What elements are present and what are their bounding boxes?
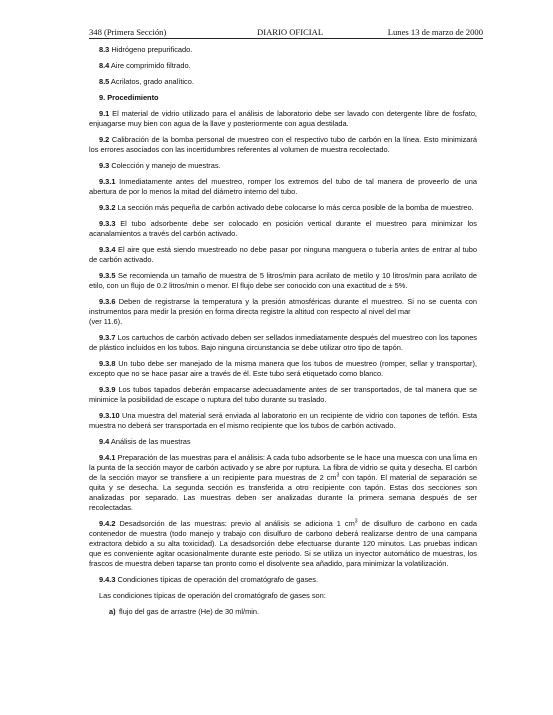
paragraph-text-cont: de disulfuro de carbono en cada contenedor de muestra (todo manejo y trabajo con disulfuro de carbono deberá realizarse dentro de una campana extractora debido a su alta toxicidad). La desadsorción debe efectuarse durante 120 minutos. Las pruebas indican que es conveniente agitar ocasionalmente durante este periodo. Si se utiliza un inyector automático de muestras, los frascos de muestra deben taparse tan pronto como el disolvente sea añadido, para minimizar la volatilización.: [89, 519, 477, 568]
paragraph: [89, 271, 477, 291]
header-date: Lunes 13 de marzo de 2000: [387, 27, 483, 37]
paragraph-text: Análisis de las muestras: [109, 437, 191, 446]
paragraph-tail: (ver 11.6).: [89, 317, 123, 326]
paragraph-number: a): [109, 607, 116, 616]
paragraph: [89, 245, 477, 265]
heading-text: 9. Procedimiento: [99, 93, 159, 102]
paragraph-number: 9.4.3: [99, 575, 116, 584]
page-header: [89, 24, 483, 38]
paragraph-text: Calibración de la bomba personal de muestreo con el respectivo tubo de carbón en la línea. Esto minimizará los errores asociados con las incertidumbres referentes al volumen de muestra recolectado.: [89, 135, 477, 154]
paragraph-number: 8.4: [99, 61, 110, 70]
paragraph: [89, 575, 477, 585]
paragraph-text-cont: con tapón. El material de separación se quita y se desecha. La segunda sección es transferida a otro recipiente con tapón. Estas dos secciones son analizadas por separado. Las muestras deben ser analizadas durante la primera semana después de ser recolectadas.: [89, 473, 477, 512]
paragraph-text: Una muestra del material será enviada al laboratorio en un recipiente de vidrio con tapones de teflón. Esta muestra no deberá ser transportada en el mismo recipiente que los tubos de carbón activado.: [89, 411, 477, 430]
paragraph-text: Deben de registrarse la temperatura y la presión atmosféricas durante el muestreo. Si no se cuenta con instrumentos para medir la presión en forma directa registre la altitud con respecto al nivel del mar: [89, 297, 477, 316]
paragraph-number: 8.5: [99, 77, 110, 86]
paragraph: [89, 607, 477, 617]
paragraph-text: Los tubos tapados deberán empacarse adecuadamente antes de ser transportados, de tal manera que se minimice la posibilidad de escape o ruptura del tubo durante su traslado.: [89, 385, 477, 404]
paragraph: [89, 109, 477, 129]
paragraph-number: 9.3.4: [99, 245, 116, 254]
paragraph: [89, 591, 477, 601]
paragraph-number: 9.3.9: [99, 385, 116, 394]
paragraph-text: Condiciones típicas de operación del cromatógrafo de gases.: [115, 575, 318, 584]
paragraph-text: El aire que está siendo muestreado no debe pasar por ninguna manguera o tubería antes de entrar al tubo de carbón activado.: [89, 245, 477, 264]
paragraph-number: 9.3.10: [99, 411, 120, 420]
paragraph-number: 9.1: [99, 109, 110, 118]
paragraph: [89, 61, 477, 71]
superscript: 3: [354, 518, 358, 525]
paragraph: [89, 45, 477, 55]
paragraph-text: Los cartuchos de carbón activado deben ser sellados inmediatamente después del muestreo con los tapones de plástico incluidos en los tubos. Bajo ninguna circunstancia se debe utilizar otro tipo de tapón.: [89, 333, 477, 352]
paragraph: [89, 437, 477, 447]
paragraph-number: 9.3.3: [99, 219, 116, 228]
paragraph: [89, 177, 477, 197]
paragraph-text: Desadsorción de las muestras: previo al análisis se adiciona 1 cm: [115, 519, 355, 528]
paragraph: [89, 519, 477, 569]
paragraph-number: 8.3: [99, 45, 110, 54]
paragraph-number: 9.4.2: [99, 519, 116, 528]
section-heading: [89, 93, 477, 103]
document-body: [89, 45, 477, 617]
paragraph-number: 9.2: [99, 135, 110, 144]
paragraph-number: 9.4.1: [99, 453, 116, 462]
paragraph-number: 9.3.7: [99, 333, 116, 342]
paragraph-number: 9.4: [99, 437, 110, 446]
paragraph: [89, 359, 477, 379]
paragraph-text: Preparación de las muestras para el análisis: A cada tubo adsorbente se le hace una muesca con una lima en la punta de la sección mayor de carbón activado y se abre por ruptura. La fibra de vidrio se quita y desecha. El carbón de la sección mayor se transfiere a un recipiente para muestras de 2 cm: [89, 453, 477, 482]
superscript: 3: [336, 472, 340, 479]
paragraph-text: Acrilatos, grado analítico.: [109, 77, 194, 86]
paragraph: [89, 135, 477, 155]
paragraph-number: 9.3.1: [99, 177, 116, 186]
paragraph-number: 9.3.2: [99, 203, 116, 212]
paragraph: [89, 333, 477, 353]
paragraph: [89, 453, 477, 513]
paragraph-number: 9.3.6: [99, 297, 116, 306]
paragraph: [89, 385, 477, 405]
paragraph-text: Hidrógeno prepurificado.: [109, 45, 193, 54]
header-page-section: 348 (Primera Sección): [89, 27, 167, 37]
header-title: DIARIO OFICIAL: [257, 27, 324, 37]
paragraph: [89, 77, 477, 87]
paragraph-text: flujo del gas de arrastre (He) de 30 ml/min.: [119, 607, 260, 616]
paragraph-text: Un tubo debe ser manejado de la misma manera que los tubos de muestreo (romper, sellar y transportar), excepto que no se hace pasar aire a través de él. Este tubo será etiquetado como blanco.: [89, 359, 477, 378]
header-rule: [89, 38, 483, 39]
paragraph-text: Colección y manejo de muestras.: [109, 161, 221, 170]
paragraph: [89, 219, 477, 239]
paragraph-text: El material de vidrio utilizado para el análisis de laboratorio debe ser lavado con detergente libre de fosfato, enjuagarse muy bien con agua de la llave y posteriormente con agua destilada.: [89, 109, 477, 128]
paragraph-number: 9.3.8: [99, 359, 116, 368]
paragraph-text: Inmediatamente antes del muestreo, romper los extremos del tubo de tal manera de proveerlo de una abertura de por lo menos la mitad del diámetro interno del tubo.: [89, 177, 477, 196]
paragraph-number: 9.3.5: [99, 271, 116, 280]
paragraph: [89, 203, 477, 213]
paragraph: [89, 297, 477, 327]
paragraph-text: La sección más pequeña de carbón activado debe colocarse lo más cerca posible de la bomba de muestreo.: [115, 203, 474, 212]
paragraph-text: Las condiciones típicas de operación del cromatógrafo de gases son:: [99, 591, 326, 600]
paragraph-text: Aire comprimido filtrado.: [109, 61, 191, 70]
paragraph-number: 9.3: [99, 161, 110, 170]
paragraph-text: Se recomienda un tamaño de muestra de 5 litros/min para acrilato de metilo y 10 litros/min para acrilato de etilo, con un flujo de 0.2 litros/min o menor. El flujo debe ser conocido con una exactitud de ± 5%.: [89, 271, 477, 290]
paragraph-text: El tubo adsorbente debe ser colocado en posición vertical durante el muestreo para minimizar los acanalamientos a través del carbón activado.: [89, 219, 477, 238]
paragraph: [89, 411, 477, 431]
paragraph: [89, 161, 477, 171]
